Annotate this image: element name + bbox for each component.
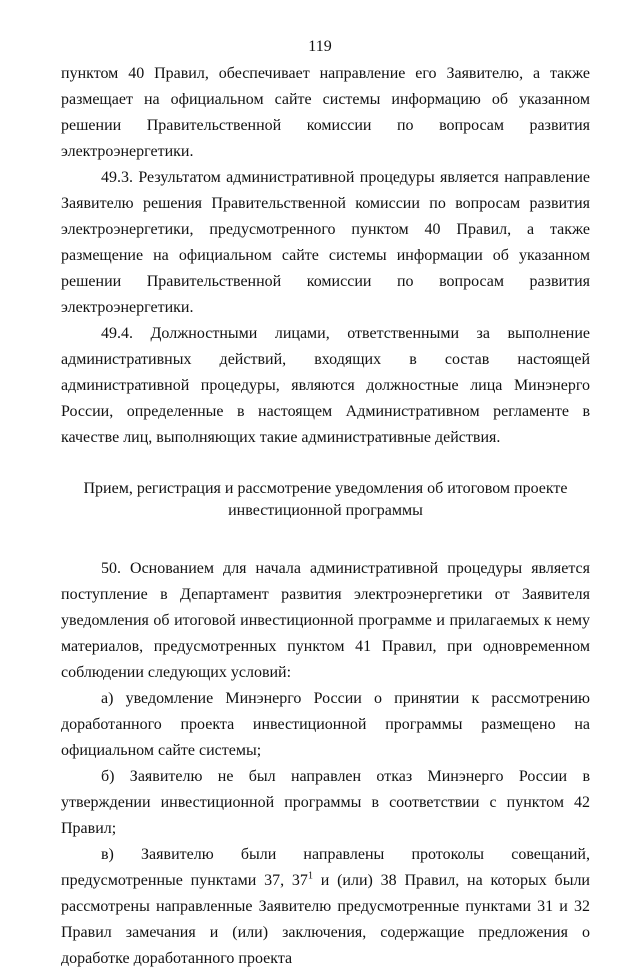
page-number: 119	[308, 38, 332, 55]
paragraph-50-a: а) уведомление Минэнерго России о принятии к рассмотрению доработанного проекта инвестиционной программы размещено на официальном сайте системы;	[61, 690, 590, 759]
paragraph-50-v-text-start: в) Заявителю были направлены протоколы совещаний, предусмотренные пунктами 37, 37	[61, 846, 590, 889]
section-heading-line-2: инвестиционной программы	[228, 502, 423, 519]
paragraph-50-v	[61, 842, 590, 972]
document-body	[61, 61, 590, 972]
section-heading-line-1: Прием, регистрация и рассмотрение уведомления об итоговом проекте	[83, 480, 568, 497]
paragraph-50-v-text-end: и (или) 38 Правил, на которых были рассмотрены направленные Заявителю предусмотренные пунктами 31 и 32 Правил замечания и (или) заключения, содержащие предложения о доработке доработанного проекта	[61, 872, 590, 967]
paragraph-49-3: 49.3. Результатом административной процедуры является направление Заявителю решения Правительственной комиссии по вопросам развития электроэнергетики, предусмотренного пунктом 40 Правил, а также размещение на официальном сайте системы информации об указанном решении Правительственной комиссии по вопросам развития электроэнергетики.	[61, 169, 590, 316]
section-heading	[61, 478, 590, 522]
paragraph-49-4: 49.4. Должностными лицами, ответственными за выполнение административных действий, входящих в состав настоящей административной процедуры, являются должностные лица Минэнерго России, определенные в настоящем Административном регламенте в качестве лиц, выполняющих такие административные действия.	[61, 325, 590, 446]
superscript-index: 1	[307, 870, 313, 882]
paragraph-50-b: б) Заявителю не был направлен отказ Минэнерго России в утверждении инвестиционной программы в соответствии с пунктом 42 Правил;	[61, 768, 590, 837]
paragraph-50: 50. Основанием для начала административной процедуры является поступление в Департамент развития электроэнергетики от Заявителя уведомления об итоговой инвестиционной программе и прилагаемых к нему материалов, предусмотренных пунктом 41 Правил, при одновременном соблюдении следующих условий:	[61, 560, 590, 681]
paragraph-49-2-continuation: пунктом 40 Правил, обеспечивает направление его Заявителю, а также размещает на официальном сайте системы информацию об указанном решении Правительственной комиссии по вопросам развития электроэнергетики.	[61, 65, 590, 160]
